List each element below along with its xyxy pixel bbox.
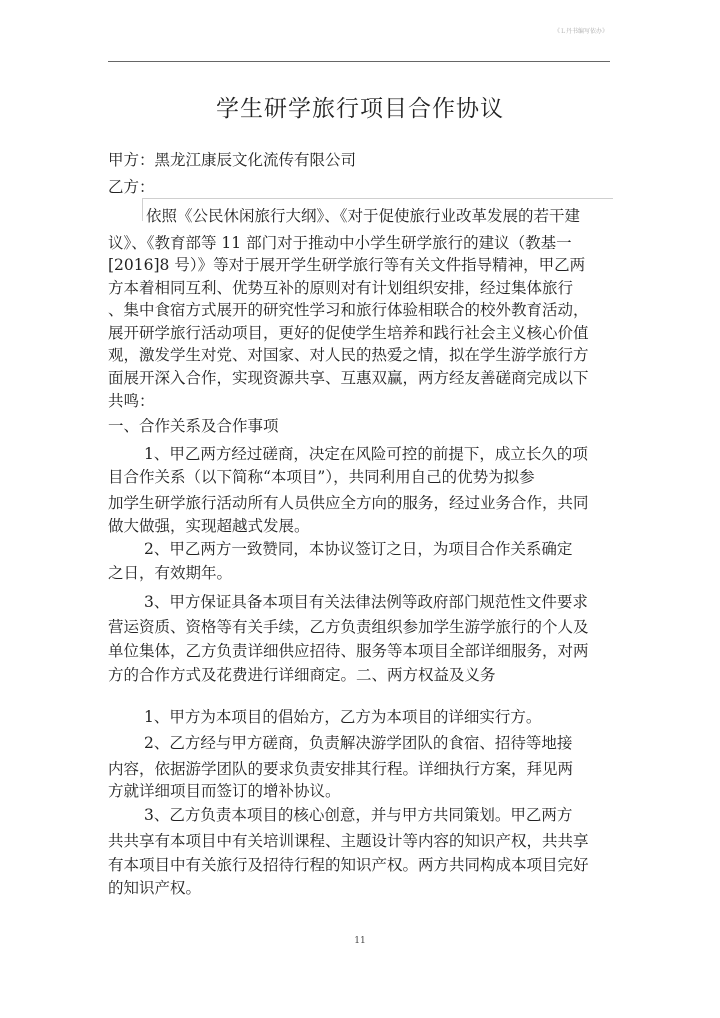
clause-line: 有本项目中有关旅行及招待行程的知识产权。两方共同构成本项目完好 bbox=[108, 856, 589, 874]
clause-line: 2、乙方经与甲方磋商，负责解决游学团队的食宿、招待等地接 bbox=[144, 734, 573, 752]
clause-line: 方的合作方式及花费进行详细商定。二、两方权益及义务 bbox=[108, 666, 496, 684]
clause-line: 加学生研学旅行活动所有人员供应全方向的服务，经过业务合作，共同 bbox=[108, 494, 589, 512]
party-b-line: 乙方： bbox=[108, 178, 155, 196]
intro-line: 面展开深入合作，实现资源共享、互惠双赢，两方经友善磋商完成以下 bbox=[108, 369, 589, 387]
clause-line: 的知识产权。 bbox=[108, 879, 202, 897]
clause-line: 内容，依据游学团队的要求负责安排其行程。详细执行方案，拜见两 bbox=[108, 760, 574, 778]
section-heading: 一、合作关系及合作事项 bbox=[108, 417, 279, 435]
clause-line: 1、甲方为本项目的倡始方，乙方为本项目的详细实行方。 bbox=[144, 708, 542, 726]
clause-line: 营运资质、资格等有关手续，乙方负责组织参加学生游学旅行的个人及 bbox=[108, 618, 589, 636]
intro-line: 、集中食宿方式展开的研究性学习和旅行体验相联合的校外教育活动， bbox=[108, 301, 589, 319]
intro-line: 展开研学旅行活动项目，更好的促使学生培养和践行社会主义核心价值 bbox=[108, 324, 589, 342]
party-a-line: 甲方：黑龙江康辰文化流传有限公司 bbox=[108, 151, 357, 169]
clause-line: 3、甲方保证具备本项目有关法律法例等政府部门规范性文件要求 bbox=[144, 593, 588, 611]
clause-line: 2、甲乙两方一致赞同，本协议签订之日，为项目合作关系确定 bbox=[144, 540, 573, 558]
clause-line: 方就详细项目而签订的增补协议。 bbox=[108, 782, 341, 800]
header-note: 《Ｌ丹书编写依办》 bbox=[553, 28, 608, 35]
clause-line: 共共享有本项目中有关培训课程、主题设计等内容的知识产权，共共享 bbox=[108, 832, 589, 850]
clause-line: 做大做强，实现超越式发展。 bbox=[108, 517, 310, 535]
intro-line: 观，激发学生对党、对国家、对人民的热爱之情，拟在学生游学旅行方 bbox=[108, 346, 589, 364]
intro-line: 议》、《教育部等 11 部门对于推动中小学生研学旅行的建议（教基一 bbox=[108, 234, 572, 252]
intro-line: 方本着相同互利、优势互补的原则对有计划组织安排，经过集体旅行 bbox=[108, 279, 574, 297]
document-title: 学生研学旅行项目合作协议 bbox=[216, 96, 504, 122]
clause-line: 之日，有效期年。 bbox=[108, 564, 233, 582]
intro-line: [2016]8 号）》等对于展开学生研学旅行等有关文件指导精神，甲乙两 bbox=[108, 256, 586, 274]
clause-line: 3、乙方负责本项目的核心创意，并与甲方共同策划。甲乙两方 bbox=[144, 806, 573, 824]
page-number: 11 bbox=[354, 936, 366, 946]
intro-line: 依照《公民休闲旅行大纲》、《对于促使旅行业改革发展的若干建 bbox=[146, 207, 581, 225]
clause-line: 目合作关系（以下简称“本项目”），共同利用自己的优势为拟参 bbox=[108, 468, 535, 486]
header-rule bbox=[108, 61, 610, 62]
intro-line: 共鸣： bbox=[108, 392, 155, 410]
clause-line: 1、甲乙两方经过磋商，决定在风险可控的前提下，成立长久的项 bbox=[144, 445, 588, 463]
clause-line: 单位集体，乙方负责详细供应招待、服务等本项目全部详细服务，对两 bbox=[108, 642, 589, 660]
